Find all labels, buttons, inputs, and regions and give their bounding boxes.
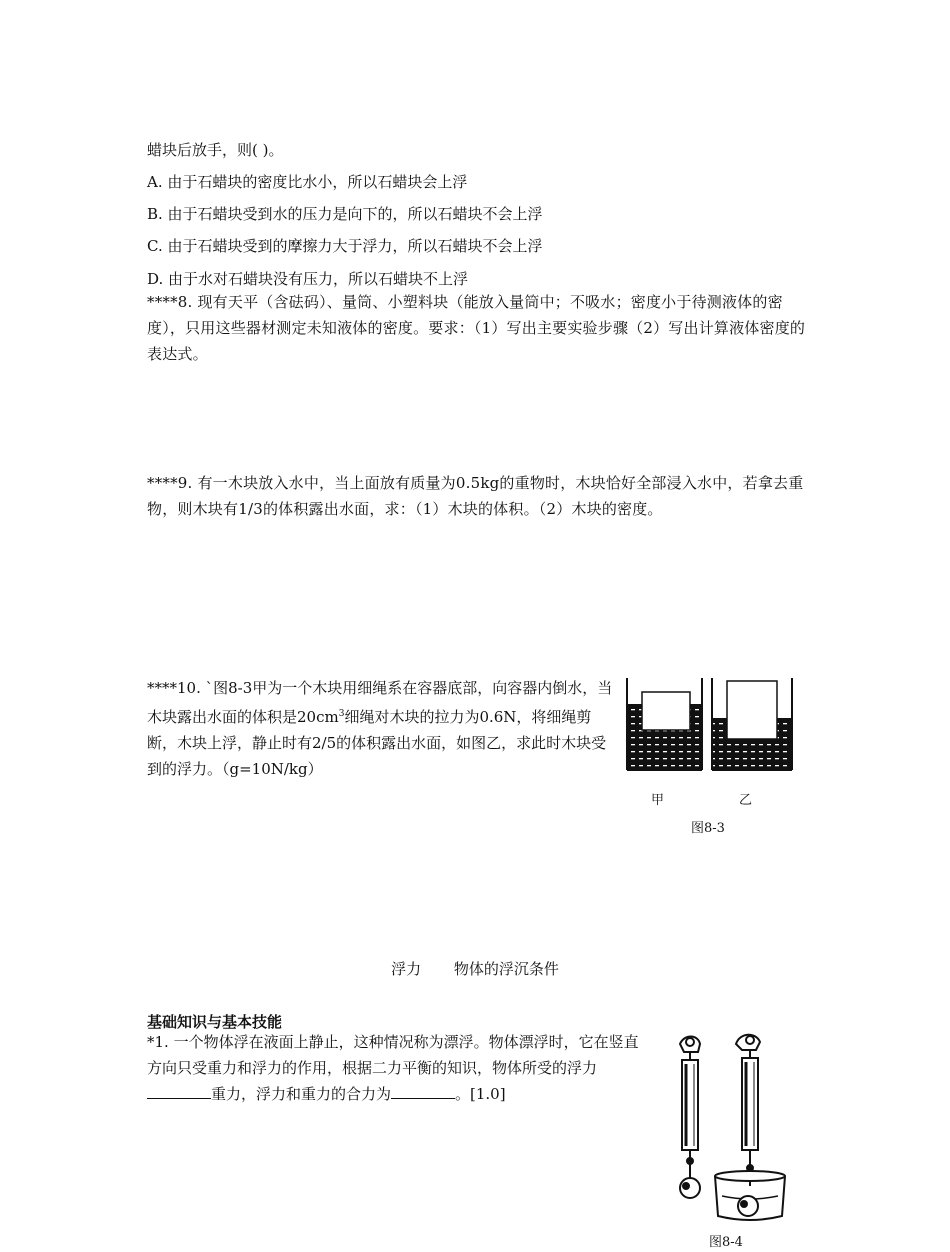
wood-block-jia [642,692,690,730]
wood-block-yi [727,681,777,739]
section-title-a: 浮力 [391,960,422,978]
figure-label-yi: 乙 [739,793,753,808]
q1-text-b: 重力，浮力和重力的合力为 [211,1085,392,1103]
beaker-jia [627,678,702,770]
q7-option-b: B. 由于石蜡块受到水的压力是向下的，所以石蜡块不会上浮 [147,205,543,223]
figure-label-jia: 甲 [651,793,665,808]
spring-scale-in-water [715,1035,785,1220]
q10-text-b: 细绳对木块的拉力为0.6N，将细绳剪断，木块上浮，静止时有2/5的体积露出水面，如图乙，求此时木块受到的浮力。（g=10N/kg） [147,708,607,778]
q9-text: ****9. 有一木块放入水中，当上面放有质量为0.5kg的重物时，木块恰好全部浸入水中，若拿去重物，则木块有1/3的体积露出水面，求：（1）木块的体积。（2）木块的密度。 [147,474,804,518]
q8-text: ****8. 现有天平（含砝码）、量筒、小塑料块（能放入量筒中；不吸水；密度小于待测液体的密度），只用这些器材测定未知液体的密度。要求：（1）写出主要实验步骤（2）写出计算液体密度的表达式。 [147,293,806,363]
q7-stem-tail: 蜡块后放手，则( )。 [147,141,284,159]
figure-8-3 [622,678,798,774]
q7-option-a: A. 由于石蜡块的密度比水小，所以石蜡块会上浮 [147,173,468,191]
figure-8-3-caption: 图8-3 [691,821,725,836]
q1-text-c: 。[1.0] [455,1085,506,1103]
q1-text-a: *1. 一个物体浮在液面上静止，这种情况称为漂浮。物体漂浮时，它在竖直方向只受重力和浮力的作用，根据二力平衡的知识，物体所受的浮力 [147,1033,639,1077]
q10-text [147,675,619,782]
section-title [0,958,950,979]
q10-text-a: ****10. `图8-3甲为一个木块用细绳系在容器底部，向容器内倒水，当木块露出水面的体积是20cm [147,679,613,726]
q1-text [147,1029,647,1107]
q1-blank-2[interactable] [391,1084,455,1099]
q10-superscript: 3 [338,709,345,719]
q7-option-c: C. 由于石蜡块受到的摩擦力大于浮力，所以石蜡块不会上浮 [147,237,543,255]
section-title-b: 物体的浮沉条件 [453,960,559,978]
figure-8-4 [660,1028,790,1226]
q1-blank-1[interactable] [147,1084,211,1099]
beaker-yi [712,678,792,770]
section-heading: 基础知识与基本技能 [147,1013,283,1031]
spring-scale-in-air [680,1037,700,1199]
figure-8-4-caption: 图8-4 [709,1235,743,1250]
q7-option-d: D. 由于水对石蜡块没有压力，所以石蜡块不上浮 [147,270,469,288]
